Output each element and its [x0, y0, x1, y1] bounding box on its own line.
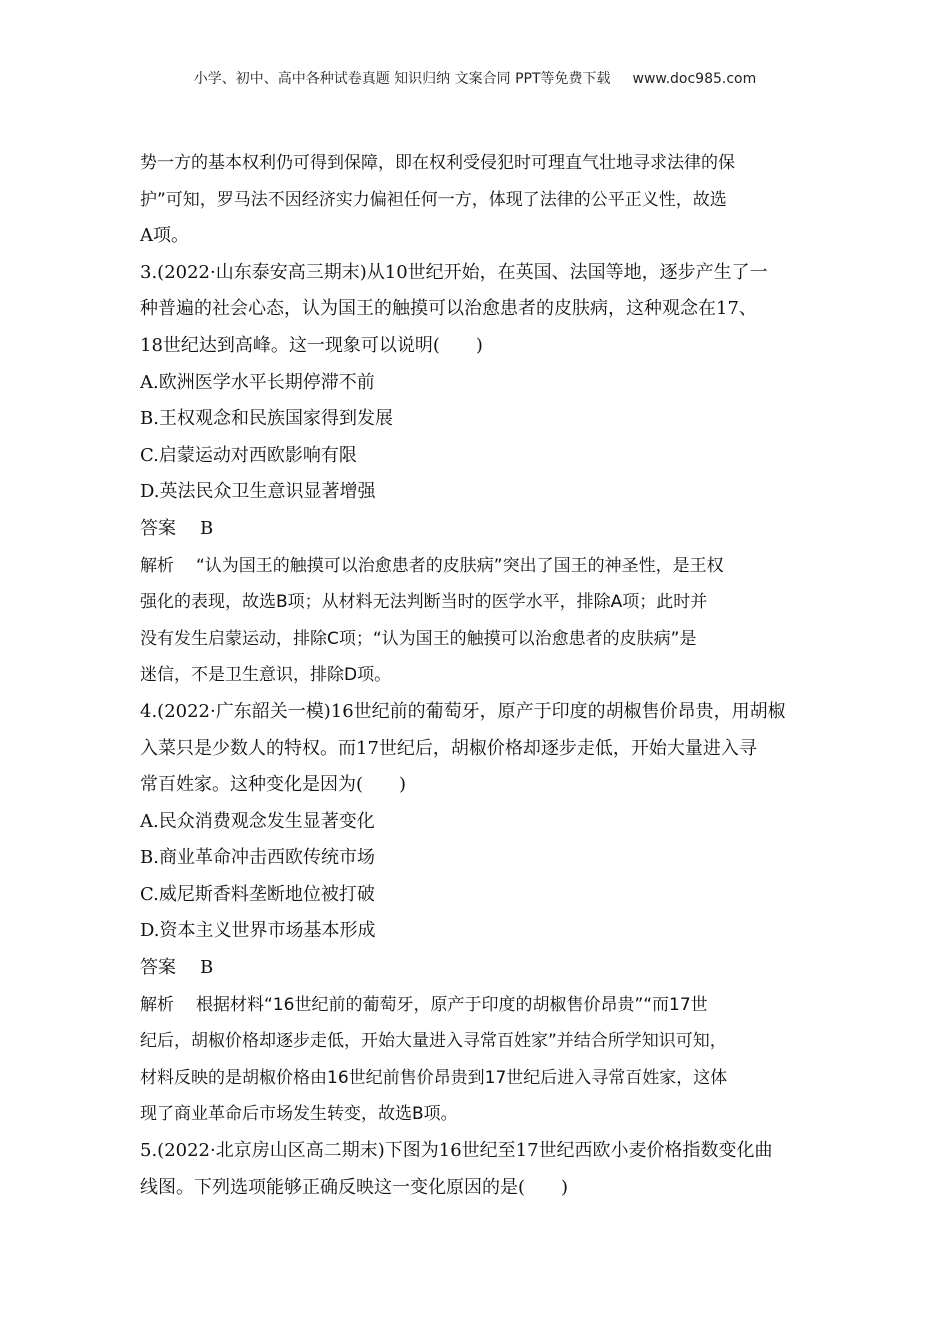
text-line: 势一方的基本权利仍可得到保障，即在权利受侵犯时可理直气壮地寻求法律的保	[140, 153, 735, 173]
header-site-link[interactable]: www.doc985.com	[632, 71, 757, 87]
document-body	[140, 145, 812, 1206]
question-3-option-d: D.英法民众卫生意识显著增强	[140, 481, 376, 503]
question-4-option-d: D.资本主义世界市场基本形成	[140, 920, 376, 942]
question-3-stem: 18世纪达到高峰。这一现象可以说明( )	[140, 334, 483, 356]
question-4-explanation: 解析 根据材料“16世纪前的葡萄牙，原产于印度的胡椒售价昂贵”“而17世	[140, 994, 708, 1015]
header-text: 小学、初中、高中各种试卷真题 知识归纳 文案合同 PPT等免费下载	[193, 71, 611, 87]
question-4-explanation: 材料反映的是胡椒价格由16世纪前售价昂贵到17世纪后进入寻常百姓家，这体	[140, 1067, 728, 1088]
question-4-stem: 入菜只是少数人的特权。而17世纪后，胡椒价格却逐步走低，开始大量进入寻	[140, 737, 757, 759]
question-4-answer: 答案 B	[140, 957, 214, 979]
page-header	[0, 68, 950, 88]
question-3-stem: 种普遍的社会心态，认为国王的触摸可以治愈患者的皮肤病，这种观念在17、	[140, 298, 757, 320]
question-4-explanation: 纪后，胡椒价格却逐步走低，开始大量进入寻常百姓家”并结合所学知识可知，	[140, 1031, 727, 1052]
question-4-stem: 常百姓家。这种变化是因为( )	[140, 774, 407, 796]
question-4-option-c: C.威尼斯香料垄断地位被打破	[140, 883, 375, 905]
question-3-answer: 答案 B	[140, 517, 214, 539]
question-4-option-a: A.民众消费观念发生显著变化	[140, 810, 375, 832]
question-3-explanation: 强化的表现，故选B项；从材料无法判断当时的医学水平，排除A项；此时并	[140, 592, 708, 613]
question-3-option-c: C.启蒙运动对西欧影响有限	[140, 444, 357, 466]
explanation-label: 解析	[140, 555, 174, 576]
question-3-explanation: 迷信，不是卫生意识，排除D项。	[140, 665, 392, 686]
text-line: 护”可知，罗马法不因经济实力偏袒任何一方，体现了法律的公平正义性，故选	[140, 189, 727, 210]
question-4-explanation: 现了商业革命后市场发生转变，故选B项。	[140, 1104, 458, 1125]
question-5-stem: 5.(2022·北京房山区高二期末)下图为16世纪至17世纪西欧小麦价格指数变化曲	[140, 1140, 773, 1162]
question-3-explanation: 解析 “认为国王的触摸可以治愈患者的皮肤病”突出了国王的神圣性，是王权	[140, 555, 724, 576]
answer-label: 答案	[140, 517, 176, 539]
question-3-explanation: 没有发生启蒙运动，排除C项；“认为国王的触摸可以治愈患者的皮肤病”是	[140, 628, 697, 649]
question-3-option-b: B.王权观念和民族国家得到发展	[140, 408, 393, 430]
question-4-stem: 4.(2022·广东韶关一模)16世纪前的葡萄牙，原产于印度的胡椒售价昂贵，用胡椒	[140, 700, 786, 722]
question-3-stem: 3.(2022·山东泰安高三期末)从10世纪开始，在英国、法国等地，逐步产生了一	[140, 261, 768, 283]
explanation-label: 解析	[140, 994, 174, 1015]
answer-label: 答案	[140, 957, 176, 979]
question-4-option-b: B.商业革命冲击西欧传统市场	[140, 847, 375, 869]
question-5-stem: 线图。下列选项能够正确反映这一变化原因的是( )	[140, 1176, 569, 1198]
question-3-option-a: A.欧洲医学水平长期停滞不前	[140, 371, 375, 393]
text-line: A项。	[140, 225, 189, 247]
